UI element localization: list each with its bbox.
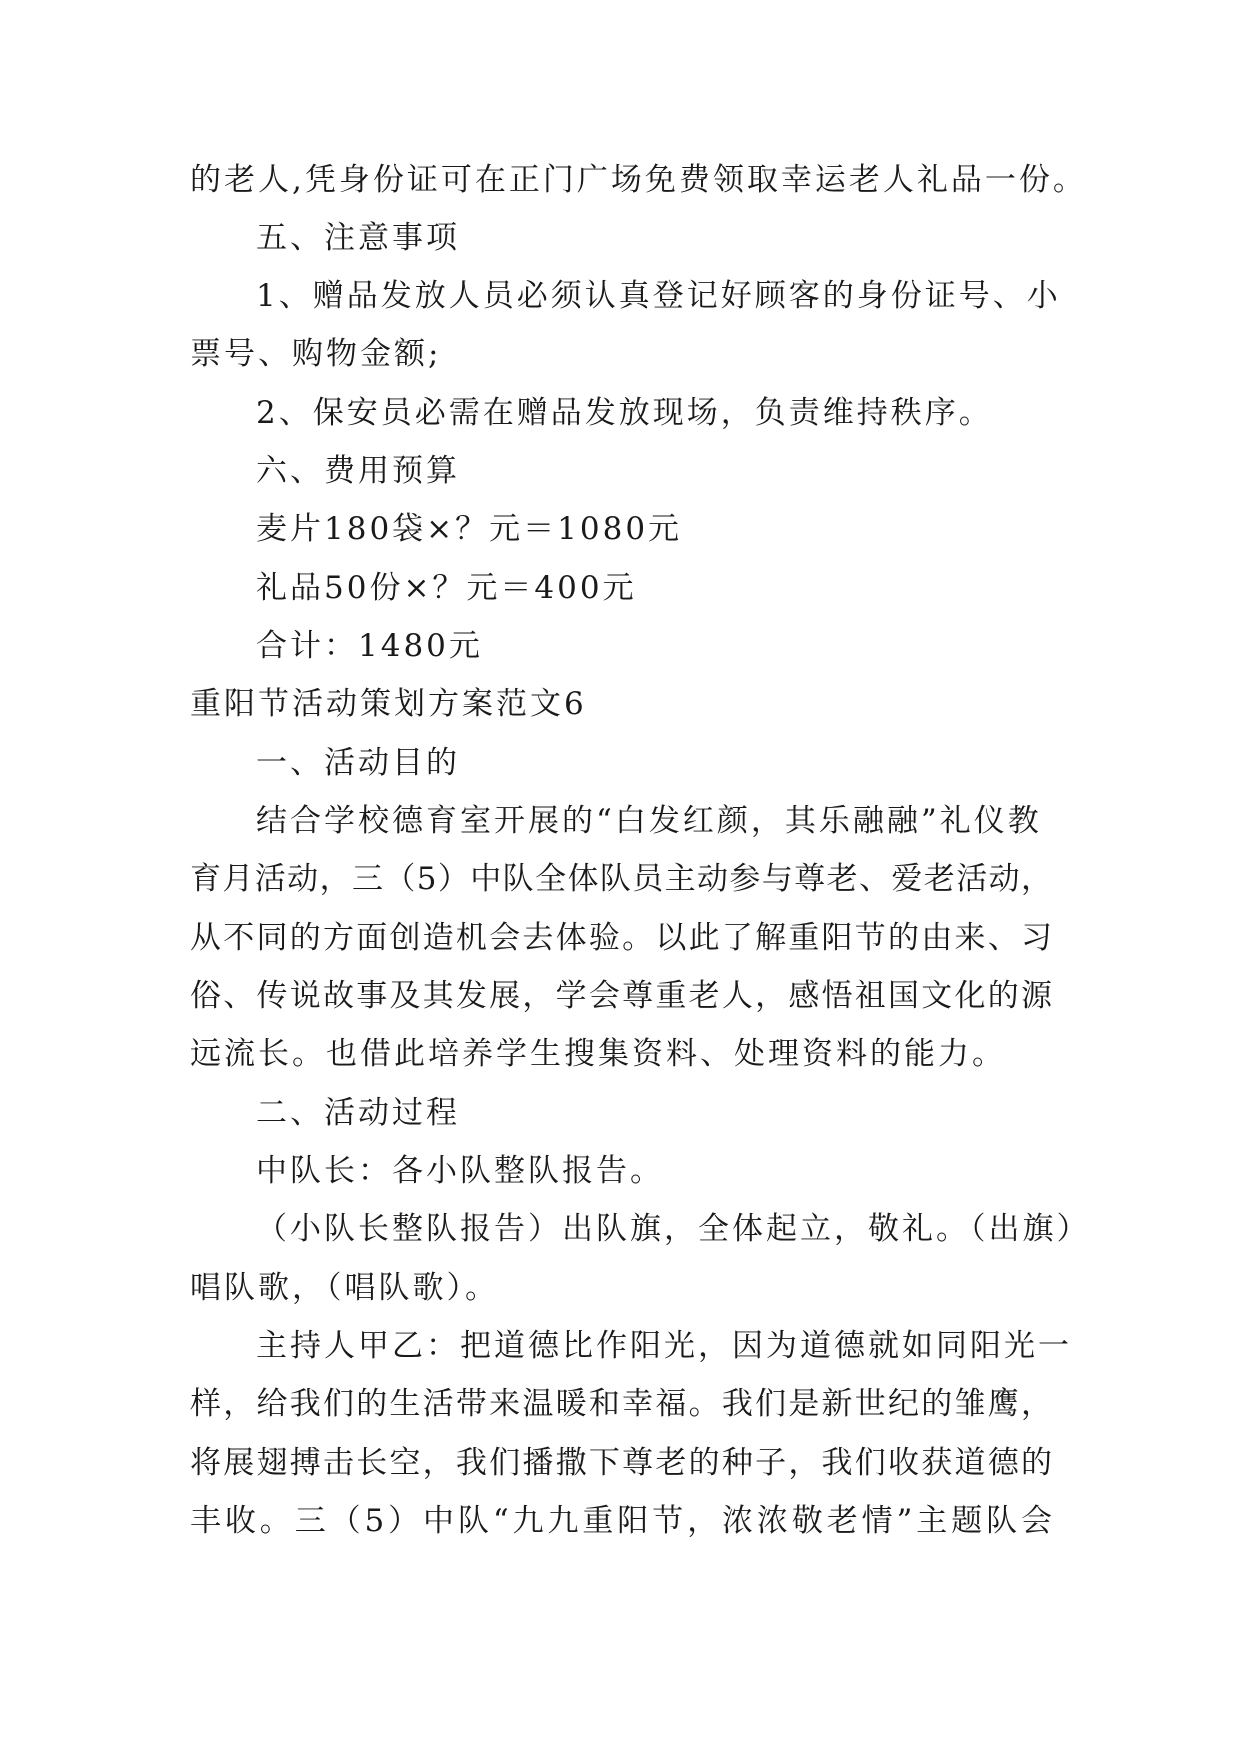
paragraph-line: 唱队歌，（唱队歌）。 bbox=[190, 1270, 499, 1306]
budget-total: 合计：1480元 bbox=[256, 628, 483, 664]
paragraph-line: 样，给我们的生活带来温暖和幸福。我们是新世纪的雏鹰， bbox=[190, 1386, 1052, 1422]
section-heading: 一、活动目的 bbox=[256, 745, 460, 781]
paragraph-line: 育月活动，三（5）中队全体队员主动参与尊老、爱老活动， bbox=[190, 861, 1052, 897]
section-heading: 五、注意事项 bbox=[256, 220, 460, 256]
budget-line: 礼品50份×？元＝400元 bbox=[256, 570, 637, 606]
paragraph-line: 主持人甲乙：把道德比作阳光，因为道德就如同阳光一 bbox=[256, 1328, 1072, 1364]
paragraph-line: 将展翅搏击长空，我们播撒下尊老的种子，我们收获道德的 bbox=[190, 1445, 1052, 1481]
paragraph-line: 票号、购物金额; bbox=[190, 336, 442, 372]
paragraph-line: 1、赠品发放人员必须认真登记好顾客的身份证号、小 bbox=[256, 278, 1061, 314]
section-heading: 二、活动过程 bbox=[256, 1095, 460, 1131]
paragraph-line: 俗、传说故事及其发展，学会尊重老人，感悟祖国文化的源 bbox=[190, 978, 1052, 1014]
paragraph-line: 丰收。三（5）中队“九九重阳节，浓浓敬老情”主题队会 bbox=[190, 1503, 1052, 1539]
paragraph-line: 2、保安员必需在赠品发放现场，负责维持秩序。 bbox=[256, 395, 993, 431]
paragraph-line: 结合学校德育室开展的“白发红颜，其乐融融”礼仪教 bbox=[256, 803, 1042, 839]
budget-line: 麦片180袋×？元＝1080元 bbox=[256, 511, 683, 547]
paragraph-line: 的老人,凭身份证可在正门广场免费领取幸运老人礼品一份。 bbox=[190, 162, 1087, 198]
paragraph-line: 中队长：各小队整队报告。 bbox=[256, 1153, 664, 1189]
paragraph-line: （小队长整队报告）出队旗，全体起立，敬礼。（出旗） bbox=[256, 1211, 1091, 1247]
paragraph-line: 从不同的方面创造机会去体验。以此了解重阳节的由来、习 bbox=[190, 920, 1052, 956]
section-heading: 六、费用预算 bbox=[256, 453, 460, 489]
document-title: 重阳节活动策划方案范文6 bbox=[190, 686, 587, 722]
paragraph-line: 远流长。也借此培养学生搜集资料、处理资料的能力。 bbox=[190, 1036, 1006, 1072]
